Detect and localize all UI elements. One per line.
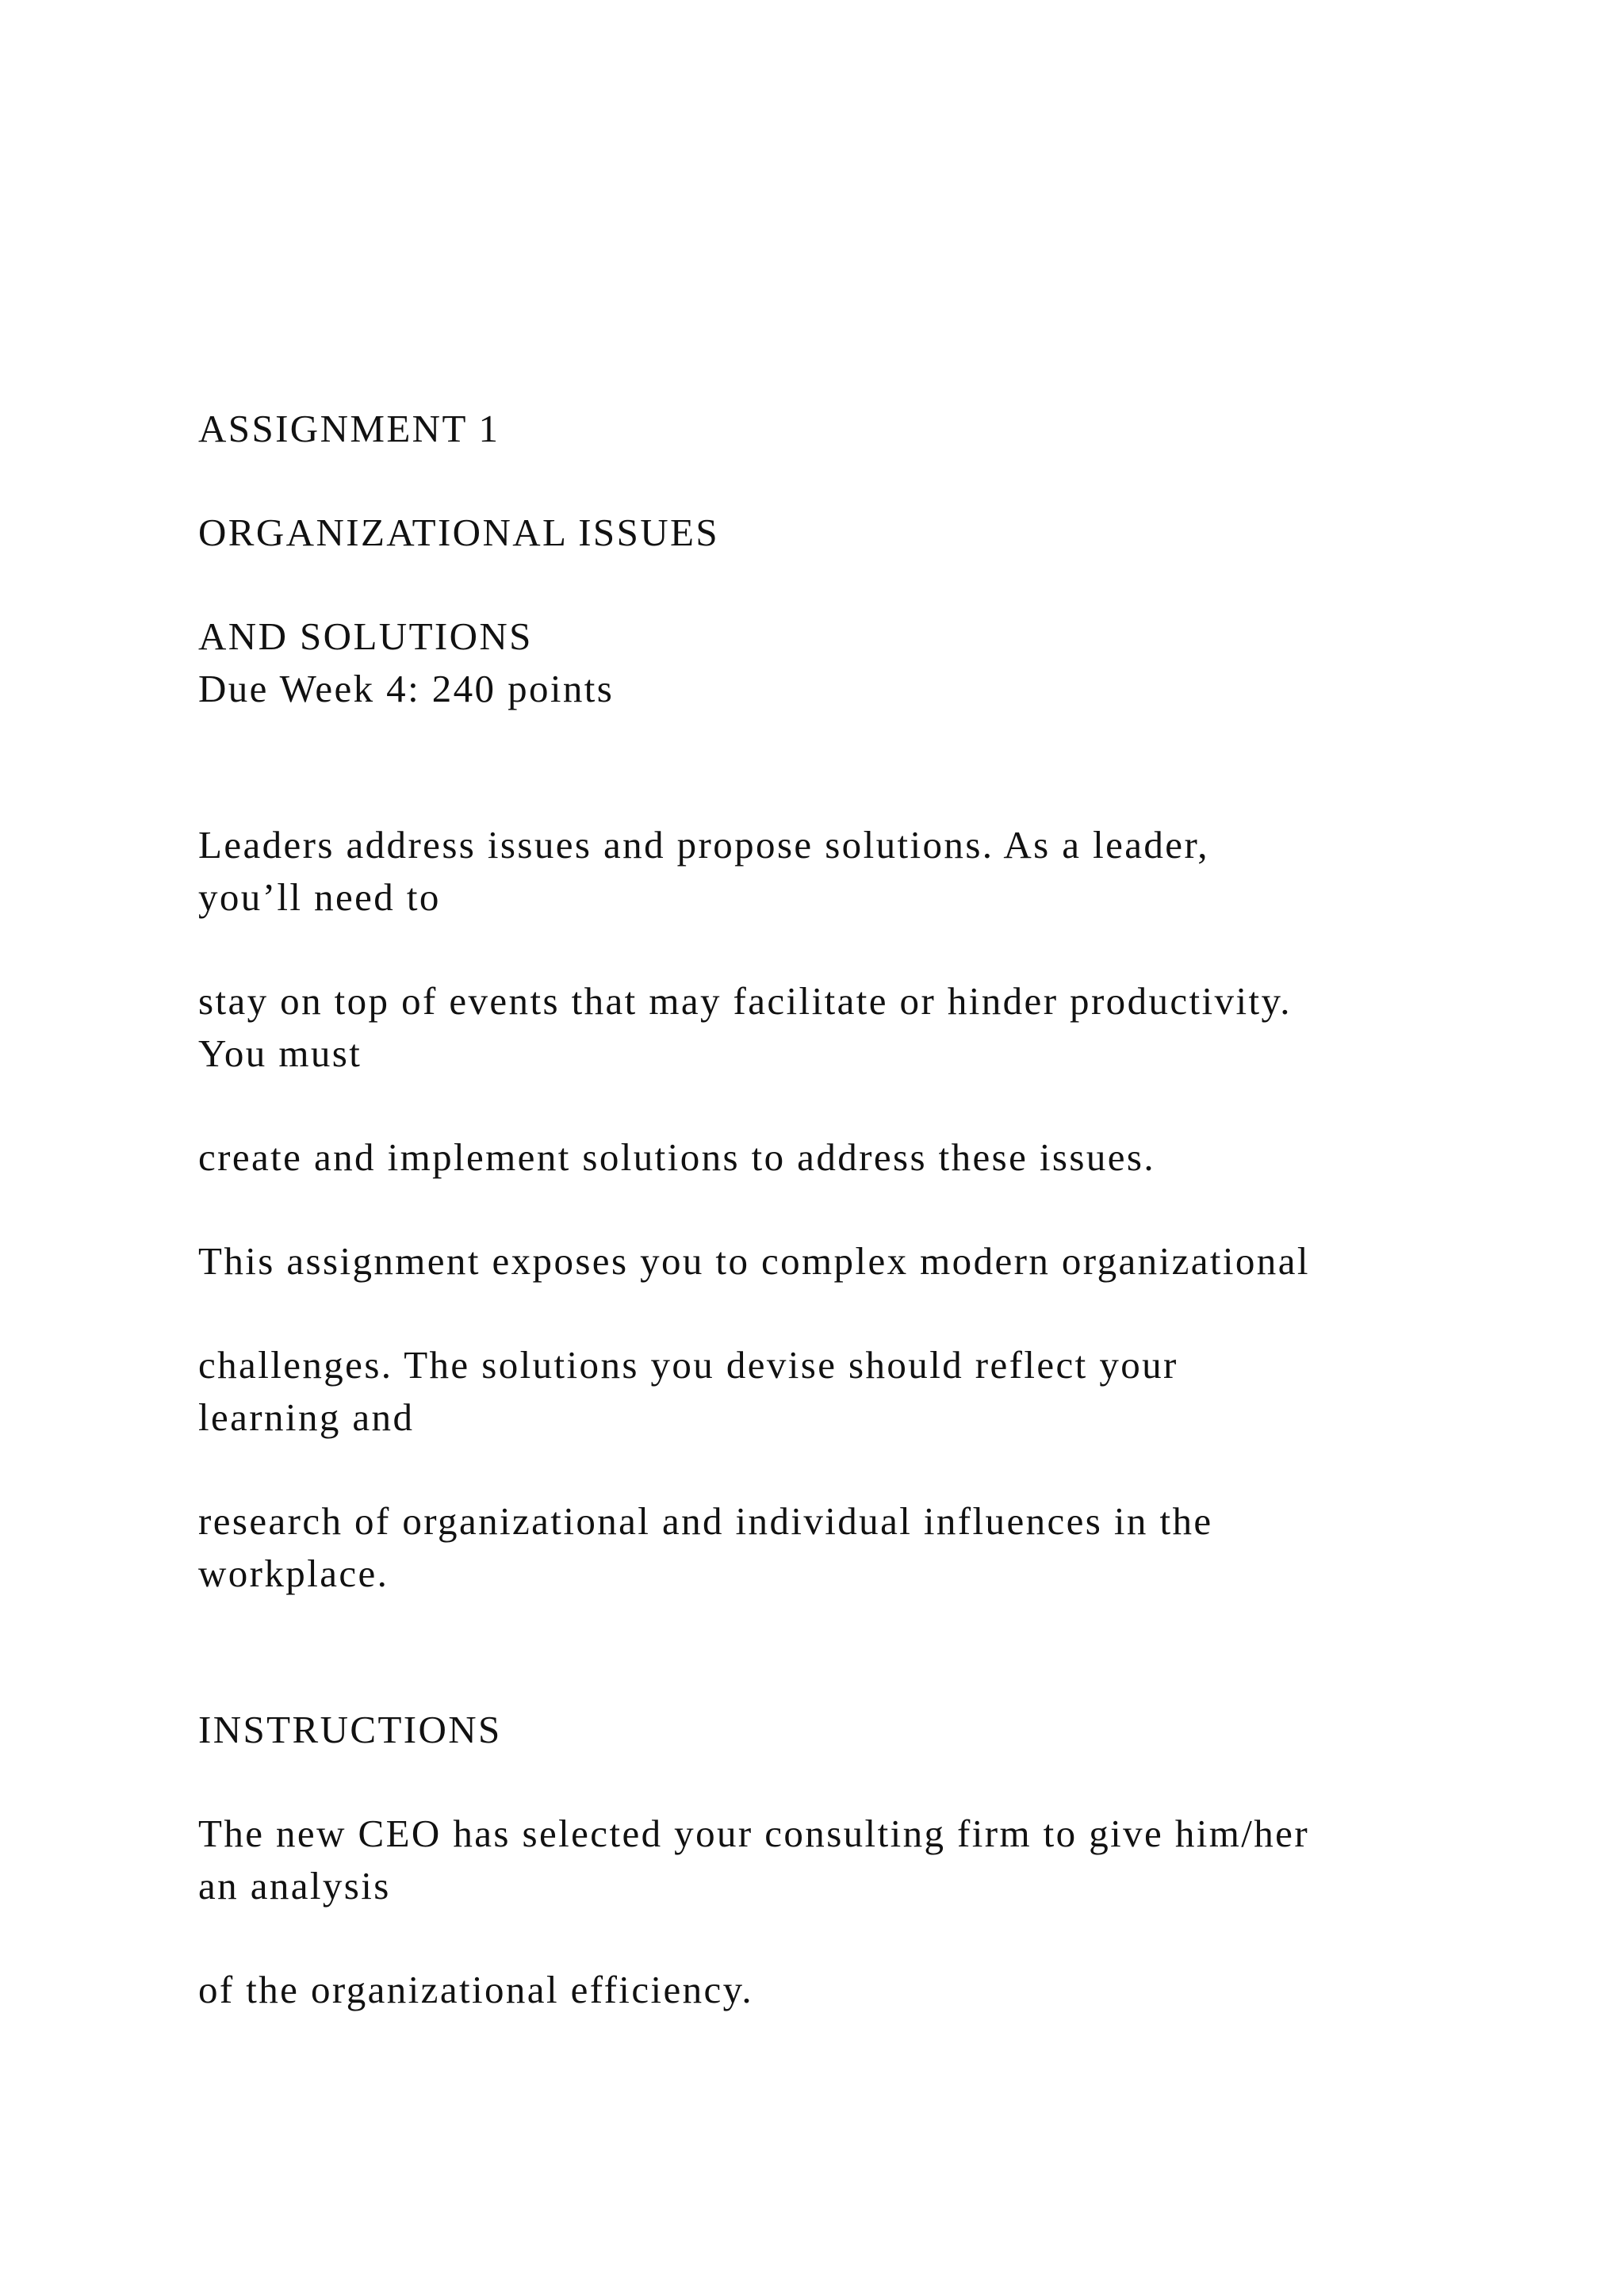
intro-line: research of organizational and individual influences in the (198, 1499, 1213, 1543)
due-date-line: Due Week 4: 240 points (198, 667, 615, 710)
intro-line: learning and (198, 1395, 415, 1439)
intro-line: challenges. The solutions you devise should reflect your (198, 1343, 1178, 1387)
instructions-line: The new CEO has selected your consulting firm to give him/her (198, 1812, 1310, 1855)
intro-line: stay on top of events that may facilitate or hinder productivity. (198, 979, 1292, 1023)
intro-line: You must (198, 1031, 362, 1075)
intro-line: Leaders address issues and propose solutions. As a leader, (198, 823, 1209, 867)
instructions-line: of the organizational efficiency. (198, 1968, 754, 2011)
intro-line: This assignment exposes you to complex modern organizational (198, 1239, 1310, 1283)
assignment-title: ASSIGNMENT 1 (198, 407, 500, 450)
intro-line: workplace. (198, 1552, 389, 1595)
instructions-line: an analysis (198, 1864, 391, 1908)
intro-line: you’ll need to (198, 875, 441, 919)
assignment-subtitle-line-1: ORGANIZATIONAL ISSUES (198, 511, 719, 554)
assignment-subtitle-line-2: AND SOLUTIONS (198, 614, 533, 658)
instructions-heading: INSTRUCTIONS (198, 1708, 502, 1751)
intro-line: create and implement solutions to address these issues. (198, 1135, 1156, 1179)
